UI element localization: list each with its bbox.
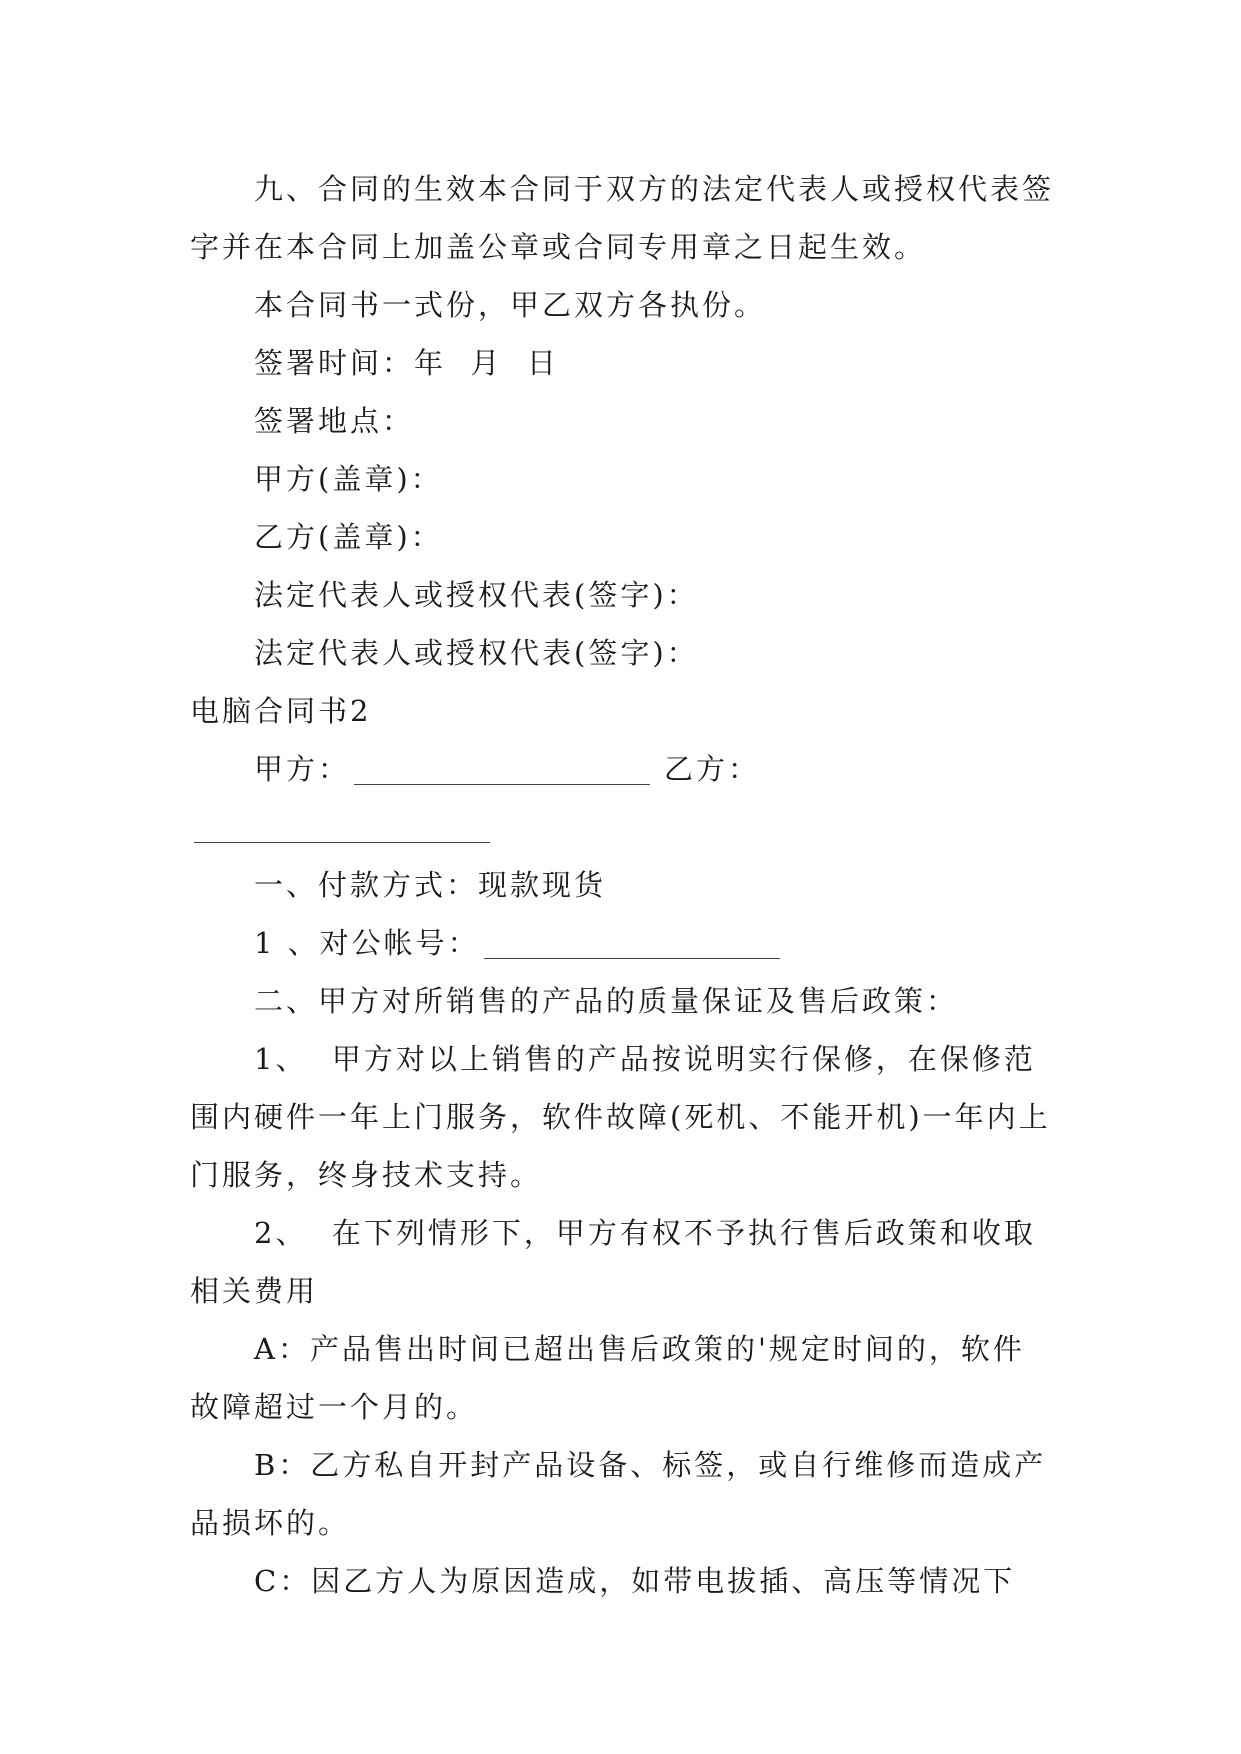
paragraph-warranty-item-1: 1、 甲方对以上销售的产品按说明实行保修，在保修范围内硬件一年上门服务，软件故障(死机、不能开机)一年内上门服务，终身技术支持。 <box>190 1042 1051 1192</box>
paragraph-sign-date: 签署时间：年 月 日 <box>254 346 559 380</box>
paragraph-representative-a: 法定代表人或授权代表(签字)： <box>254 578 699 612</box>
paragraph-party-b-seal: 乙方(盖章)： <box>254 520 443 554</box>
account-label: 1 、对公帐号： <box>254 926 480 960</box>
party-a-blank-line <box>354 783 650 785</box>
paragraph-party-a-seal: 甲方(盖章)： <box>254 462 443 496</box>
document-body <box>190 160 1054 1610</box>
account-row <box>190 914 1054 972</box>
section-heading: 电脑合同书2 <box>190 694 372 728</box>
paragraph-exception-c: C：因乙方人为原因造成，如带电拔插、高压等情况下 <box>254 1564 1016 1598</box>
paragraph-payment-method: 一、付款方式：现款现货 <box>254 868 607 902</box>
party-b-blank-line <box>194 841 490 843</box>
party-b-label: 乙方： <box>664 752 761 786</box>
paragraph-warranty-policy: 二、甲方对所销售的产品的质量保证及售后政策： <box>254 984 959 1018</box>
paragraph-effective-clause: 九、合同的生效本合同于双方的法定代表人或授权代表签字并在本合同上加盖公章或合同专用章之日起生效。 <box>190 172 1055 264</box>
paragraph-copies: 本合同书一式份，甲乙双方各执份。 <box>254 288 767 322</box>
account-blank-line <box>484 957 780 959</box>
paragraph-warranty-item-2: 2、 在下列情形下，甲方有权不予执行售后政策和收取相关费用 <box>190 1216 1036 1308</box>
paragraph-exception-a: A：产品售出时间已超出售后政策的'规定时间的，软件故障超过一个月的。 <box>190 1332 1025 1424</box>
paragraph-exception-b: B：乙方私自开封产品设备、标签，或自行维修而造成产品损坏的。 <box>190 1448 1047 1540</box>
paragraph-sign-place: 签署地点： <box>254 404 415 438</box>
paragraph-representative-b: 法定代表人或授权代表(签字)： <box>254 636 699 670</box>
party-a-label: 甲方： <box>254 752 351 786</box>
party-row <box>190 740 1054 856</box>
